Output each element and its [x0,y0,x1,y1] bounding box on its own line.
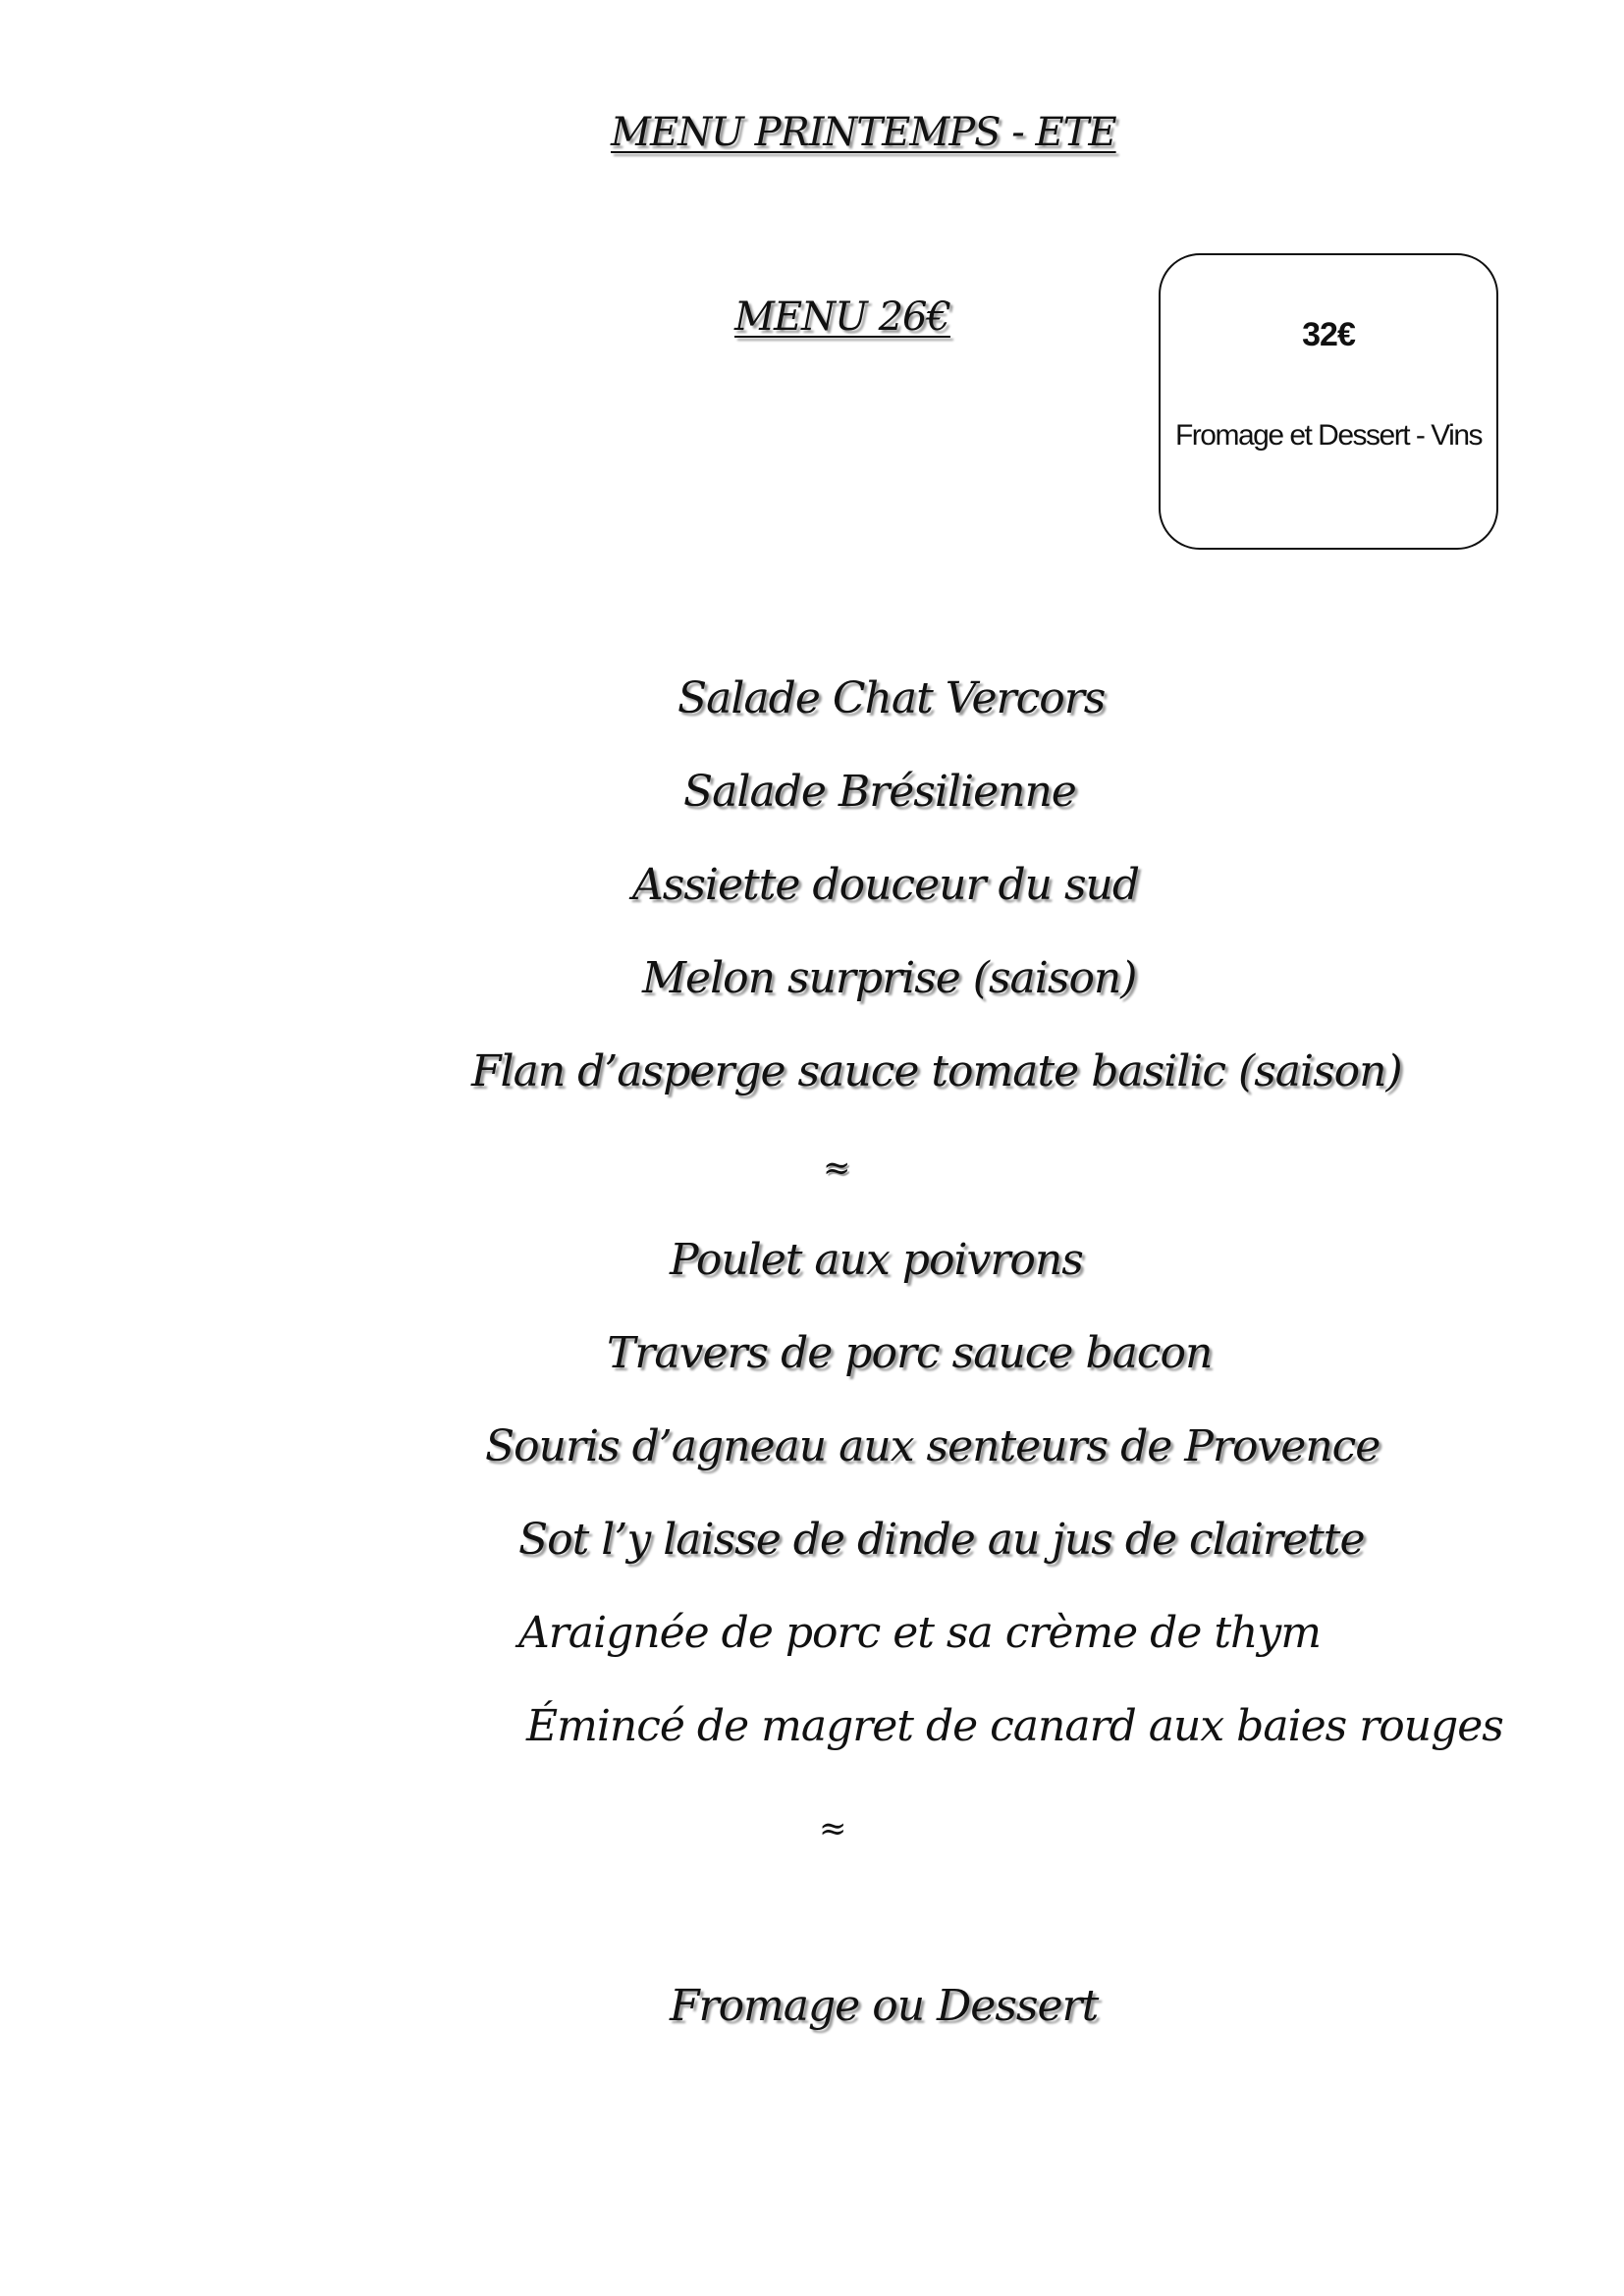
main-item: Sot l’y laisse de dinde au jus de clairette [518,1515,1365,1565]
starter-item: Melon surprise (saison) [642,953,1137,1003]
price-box-price: 32€ [1302,316,1355,353]
starter-item: Assiette douceur du sud [632,860,1140,910]
price-box-description: Fromage et Dessert - Vins [1174,419,1483,452]
starter-item: Salade Chat Vercors [677,673,1106,723]
page-title: MENU PRINTEMPS - ETE [611,110,1116,155]
starter-item: Salade Brésilienne [683,767,1076,817]
price-box [1159,253,1498,550]
course-separator: ≈ [819,1809,846,1848]
main-item: Travers de porc sauce bacon [607,1328,1213,1378]
main-item: Souris d’agneau aux senteurs de Provence [485,1421,1380,1471]
final-course: Fromage ou Dessert [670,1981,1099,2031]
main-item: Émincé de magret de canard aux baies rouges [526,1701,1503,1751]
main-item: Poulet aux poivrons [670,1235,1083,1285]
main-item: Araignée de porc et sa crème de thym [518,1608,1321,1658]
course-separator: ≈ [823,1148,850,1188]
menu-price-heading: MENU 26€ [734,294,950,340]
starter-item: Flan d’asperge sauce tomate basilic (saison) [471,1046,1402,1096]
